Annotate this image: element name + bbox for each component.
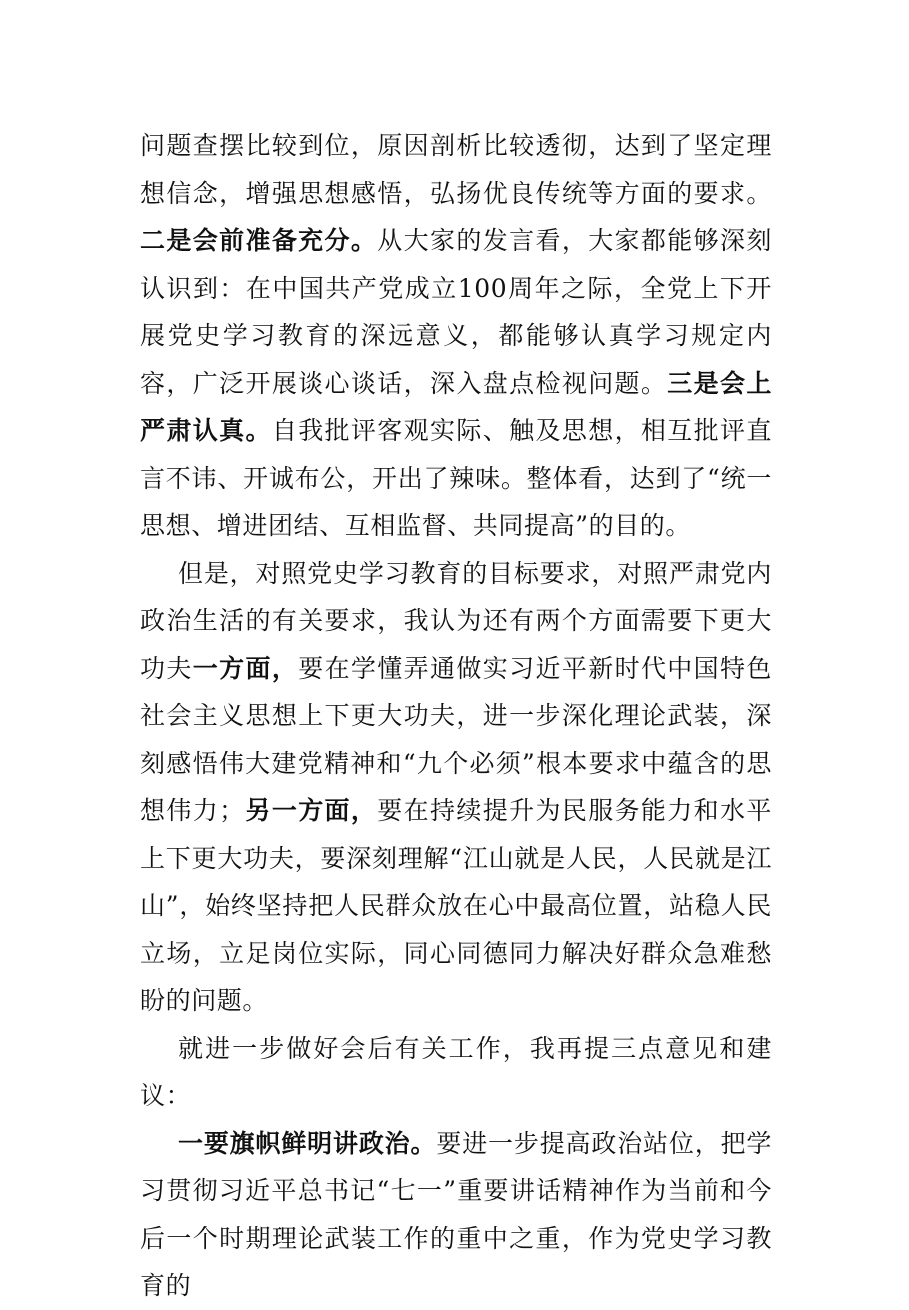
bold-heading-other-side: 另一方面， [244,796,378,825]
paragraph-text: 从大家的发言看，大家都能够深刻认识到：在中国共产党成立100周年之际，全党上下开展党史学习教育的深远意义，都能够认真学习规定内容，广泛开展谈心谈话，深入盘点检视问题。 [140,226,772,398]
bold-heading-politics: 一要旗帜鲜明讲政治。 [178,1128,437,1158]
paragraph-text: 但是，对照党史学习教育的目标要求，对照严肃党内政治生活的有关要求，我认为还有两个方面需要下更大功夫 [140,558,772,683]
bold-heading-second: 二是会前准备充分。 [140,226,378,255]
paragraph-summary [140,122,772,550]
bold-heading-third: 三是会上严肃认真。 [140,368,772,445]
paragraph-first-suggestion [140,1120,772,1310]
bold-heading-one-side: 一方面， [192,653,299,683]
paragraph-text: 自我批评客观实际、触及思想，相互批评直言不讳、开诚布公，开出了辣味。整体看，达到了“统一思想、增进团结、互相监督、共同提高”的目的。 [140,416,772,540]
paragraph-text: 就进一步做好会后有关工作，我再提三点意见和建议： [140,1033,772,1110]
document-body [140,122,772,1310]
paragraph-text: 要进一步提高政治站位，把学习贯彻习近平总书记“七一”重要讲话精神作为当前和今后一个时期理论武装工作的重中之重，作为党史学习教育的 [140,1128,772,1300]
paragraph-shortcomings [140,550,772,1025]
paragraph-suggestions-intro [140,1025,772,1120]
paragraph-text: 问题查摆比较到位，原因剖析比较透彻，达到了坚定理想信念，增强思想感悟，弘扬优良传统等方面的要求。 [140,131,772,208]
paragraph-text: 要在持续提升为民服务能力和水平上下更大功夫，要深刻理解“江山就是人民，人民就是江山”，始终坚持把人民群众放在心中最高位置，站稳人民立场，立足岗位实际，同心同德同力解决好群众急难愁盼的问题。 [140,796,772,1015]
paragraph-text: 要在学懂弄通做实习近平新时代中国特色社会主义思想上下更大功夫，进一步深化理论武装，深刻感悟伟大建党精神和“九个必须”根本要求中蕴含的思想伟力； [140,653,772,825]
